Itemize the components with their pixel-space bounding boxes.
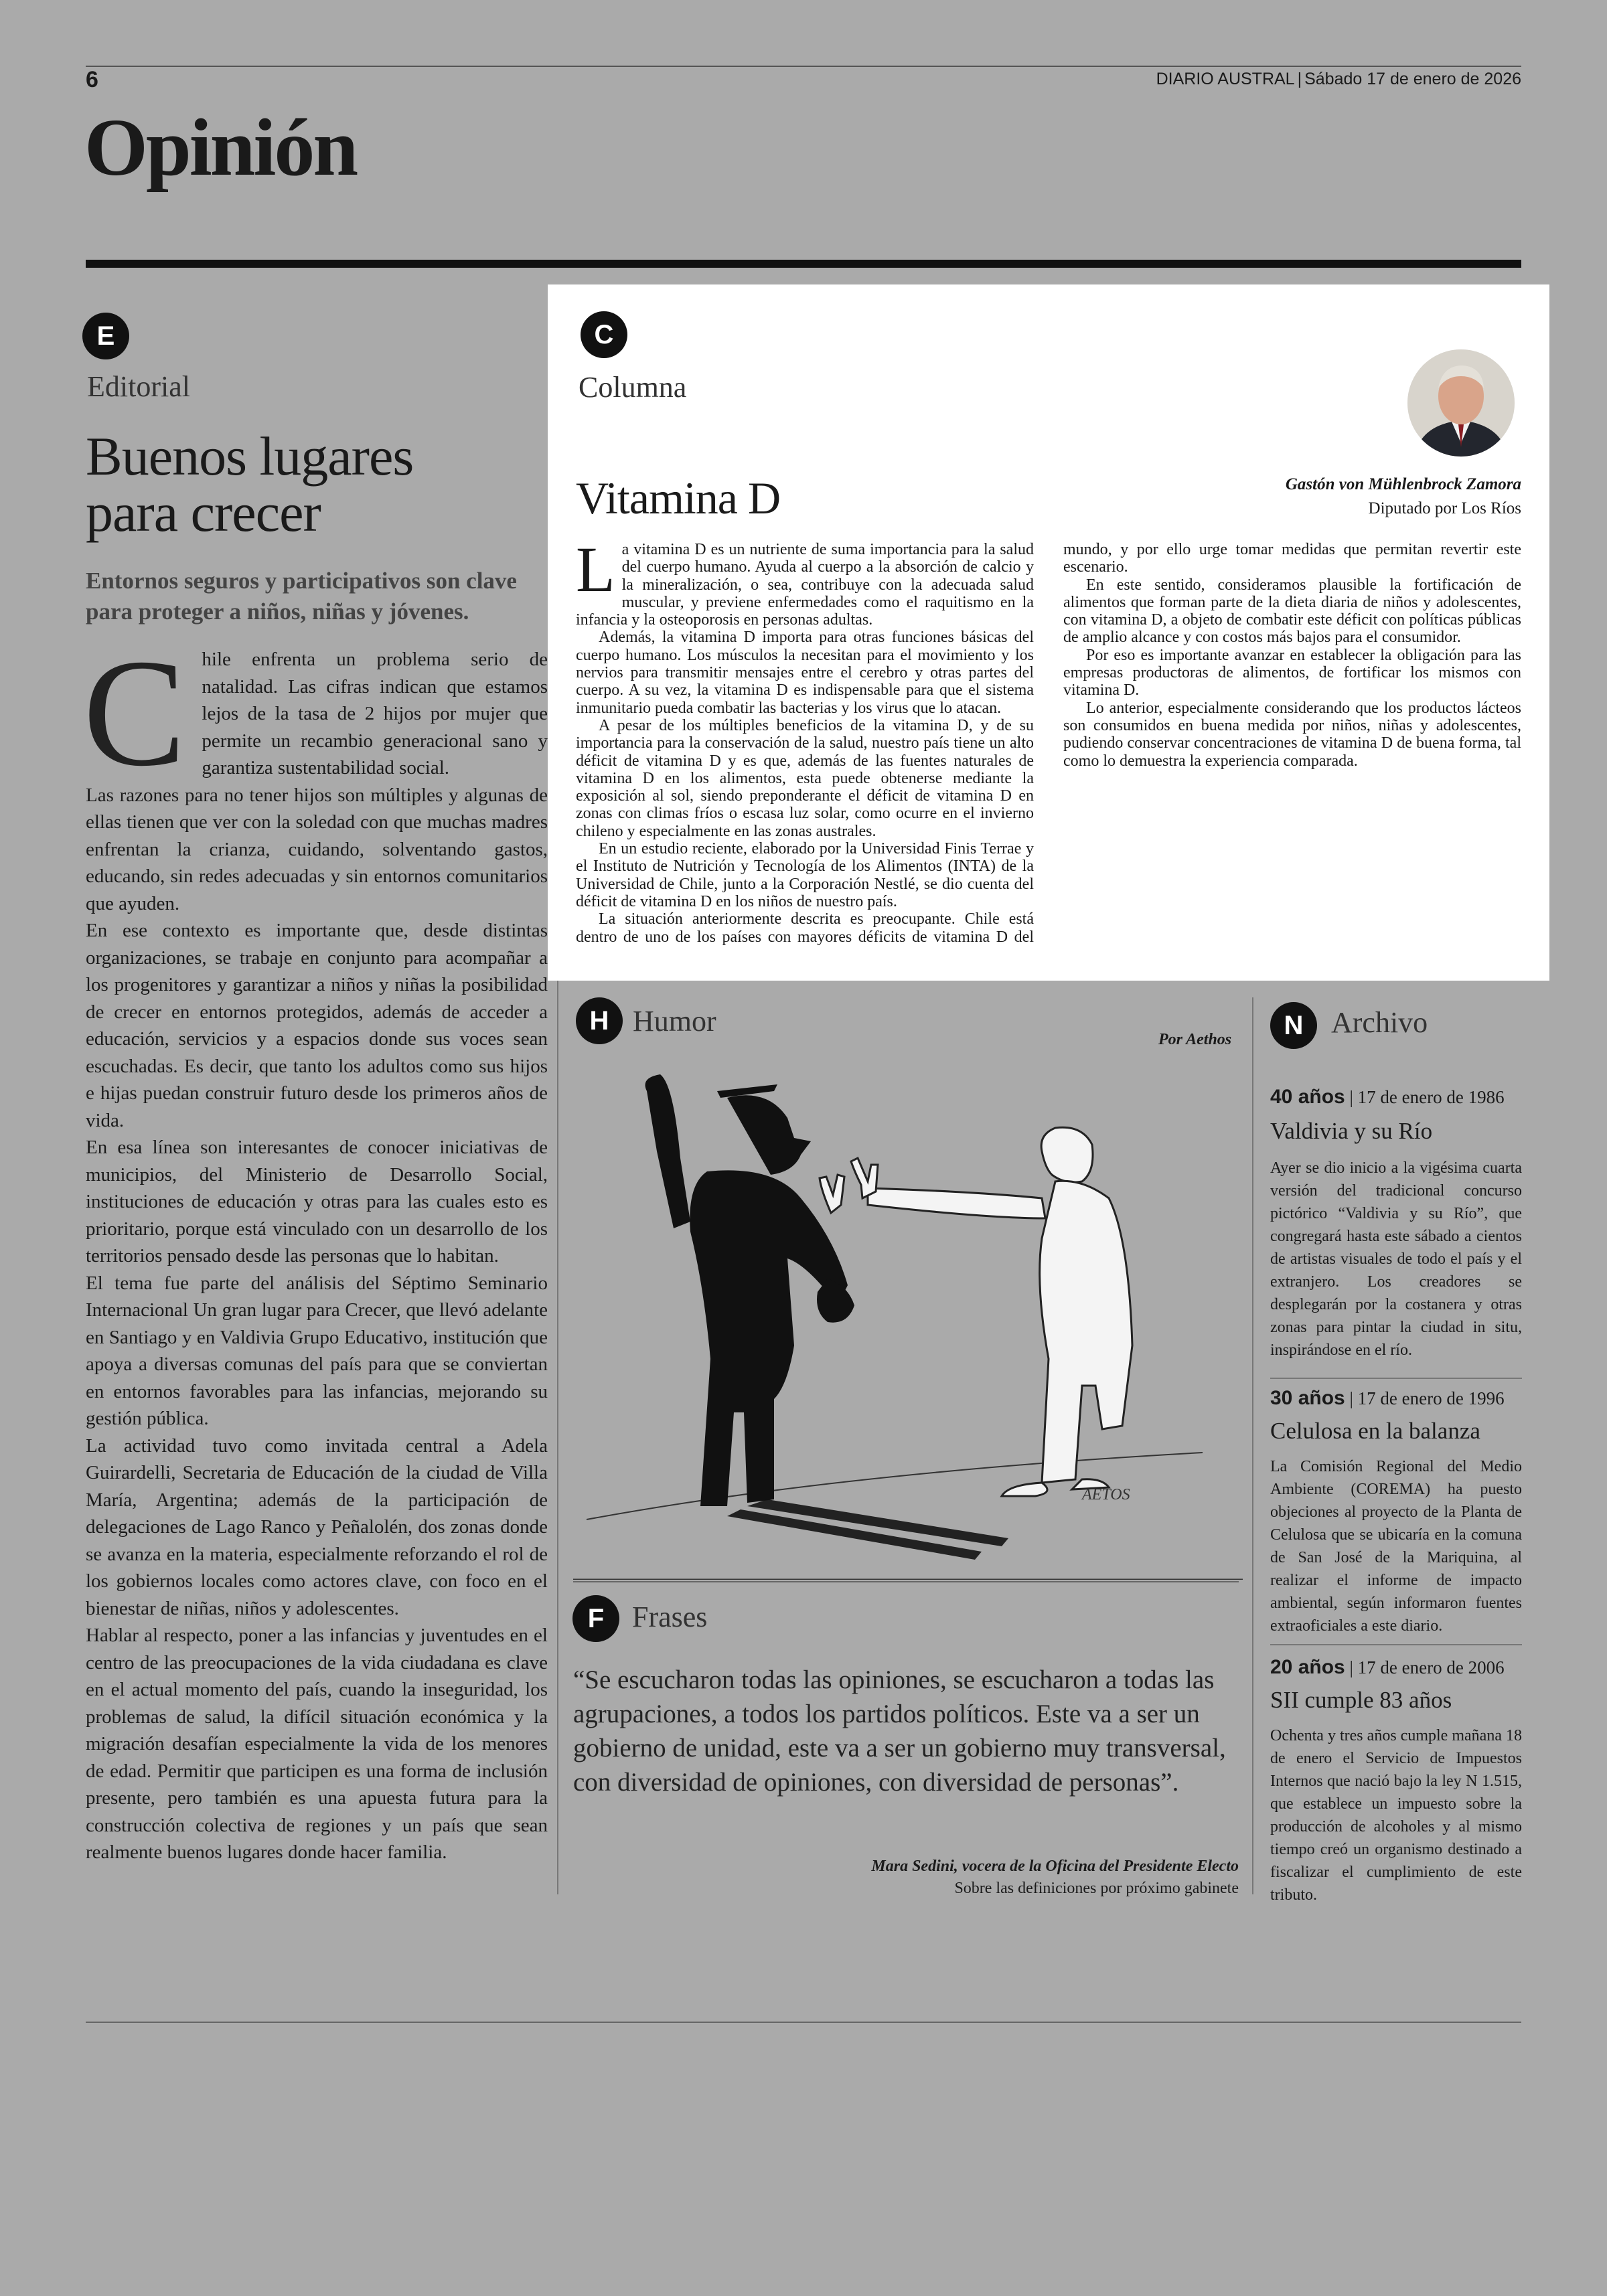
cartoon-silhouette-head (727, 1095, 811, 1175)
humor-byline: Por Aethos (1158, 1031, 1232, 1048)
archivo-item-body: Ayer se dio inicio a la vigésima cuarta versión del tradicional concurso pictórico “Valdivia y su Río”, que congregará hasta este sábado a cientos de artistas visuales de todo el país y el extranjero. Los creadores se desplegarán por la costanera y otras zonas para pintar la ciudad in situ, inspirándose en el río. (1270, 1159, 1522, 1359)
column-paragraph: En este sentido, consideramos plausible la fortificación de alimentos que forman parte de la dieta diaria de niños y adolescentes, con vitamina D, a objeto de combatir este déficit con políticas públicas de amplio alcance y con costos más bajos para el consumidor. (1063, 576, 1521, 647)
archivo-item-date: 17 de enero de 2006 (1357, 1657, 1505, 1677)
column-author-name: Gastón von Mühlenbrock Zamora (1285, 475, 1521, 493)
column-paragraph: Además, la vitamina D importa para otras funciones básicas del cuerpo humano. Los músculos la necesitan para el movimiento y los nervios para transmitir mensajes entre el cerebro y otras partes del cuerpo. A su vez, la vitamina D es indispensable para que el sistema inmunitario pueda combatir las bacterias y los virus que lo atacan. (576, 629, 1034, 717)
editorial-subtitle: Entornos seguros y participativos son clave para proteger a niños, niñas y jóvenes. (86, 568, 517, 625)
column-author-role: Diputado por Los Ríos (1368, 499, 1521, 517)
humor-badge: H (576, 997, 623, 1044)
column-body (576, 534, 1521, 969)
page-number: 6 (86, 67, 98, 92)
column-paragraph: A pesar de los múltiples beneficios de la vitamina D, y de su importancia para la conservación de la salud, nuestro país tiene un alto déficit de vitamina D y es que, además de las fuentes naturales de vitamina D en los alimentos, esta puede obtenerse mediante la exposición al sol, siendo preponderante el déficit de vitamina D en zonas con climas fríos o escasa luz solar, como ocurre en el invierno chileno y especialmente en las zonas australes. (576, 716, 1034, 840)
author-photo (1407, 349, 1515, 457)
column-paragraph: Lo anterior, especialmente considerando que los productos lácteos son consumidos en buena medida por niños, niñas y adolescentes, pudiendo conservar concentraciones de vitamina D de buena forma, tal como lo demuestra la experiencia comparada. (1063, 699, 1521, 770)
archivo-item-years: 20 años (1270, 1656, 1345, 1678)
frases-attribution (770, 1856, 1239, 1900)
archivo-item-title: SII cumple 83 años (1270, 1687, 1452, 1713)
paper-dateline: DIARIO AUSTRAL | Sábado 17 de enero de 2026 (1156, 70, 1521, 88)
cartoon-man-outline (820, 1127, 1132, 1496)
archivo-item (1270, 1656, 1522, 1906)
cartoon-club (645, 1074, 691, 1228)
archivo-divider (1270, 1644, 1522, 1645)
paper-name: DIARIO AUSTRAL (1156, 70, 1295, 88)
author-portrait (1407, 349, 1515, 457)
archivo-item-date: 17 de enero de 1996 (1357, 1388, 1505, 1408)
frases-badge: F (572, 1595, 619, 1642)
humor-archivo-divider (1252, 997, 1253, 1894)
column-title: Vitamina D (576, 473, 781, 523)
frases-author: Mara Sedini, vocera de la Oficina del Presidente Electo (871, 1858, 1239, 1875)
column-badge: C (581, 311, 627, 358)
humor-label: Humor (633, 1005, 716, 1038)
column-label: Columna (579, 371, 687, 404)
editorial-title-line1: Buenos lugares (86, 426, 414, 487)
humor-cartoon (573, 1064, 1243, 1580)
section-title: Opinión (84, 102, 357, 193)
archivo-item-body: La Comisión Regional del Medio Ambiente (COREMA) ha puesto objeciones al proyecto de la Planta de Celulosa que se ubicaría en la comuna de San José de la Mariquina, al realizar el informe de impacto ambiental, según informaron fuentes extraoficiales a este diario. (1270, 1458, 1522, 1635)
archivo-item (1270, 1387, 1522, 1637)
column-paragraph: Por eso es importante avanzar en establecer la obligación para las empresas productoras de alimentos, de fortificar los mismos con vitamina D. (1063, 646, 1521, 700)
editorial-label: Editorial (87, 370, 190, 403)
header-top-rule (86, 66, 1521, 67)
cartoon-signature: AETOS (1082, 1486, 1130, 1503)
archivo-divider (1270, 1378, 1522, 1379)
editorial-paragraph: El tema fue parte del análisis del Séptimo Seminario Internacional Un gran lugar para Crecer, que llevó adelante en Santiago y en Valdivia Grupo Educativo, institución que apoya a diversas comunas del país para que se conviertan en entornos favorables para las infancias, mejorando su gestión pública. (86, 1272, 548, 1429)
editorial-paragraph: Hablar al respecto, poner a las infancias y juventudes en el centro de las preocupaciones de la vida ciudadana es clave en el actual momento del país, cuando la inseguridad, los problemas de salud, la difícil situación económica y la migración desafían especialmente la vida de los menores de edad. Permitir que participen es una forma de inclusión presente, pero también es una apuesta futura para la construcción colectiva de regiones y un país que sean realmente buenos lugares donde hacer familia. (86, 1625, 548, 1863)
section-rule (86, 260, 1521, 268)
editorial-text: hile enfrenta un problema serio de natalidad. Las cifras indican que estamos lejos de la tasa de 2 hijos por mujer que permite un recambio generacional sano y garantiza sustentabilidad social. (202, 649, 548, 778)
column-author (1286, 473, 1521, 521)
archivo-item-title: Valdivia y su Río (1270, 1118, 1433, 1144)
archivo-item-years: 40 años (1270, 1086, 1345, 1108)
archivo-item-title: Celulosa en la balanza (1270, 1418, 1480, 1444)
column-drop-cap: L (576, 534, 615, 605)
archivo-item-body: Ochenta y tres años cumple mañana 18 de enero el Servicio de Impuestos Internos que nació bajo la ley N 1.515, que establece un impuesto sobre la producción de alcoholes y al mismo tiempo creó un organismo destinado a fiscalizar el cumplimiento de este tributo. (1270, 1727, 1522, 1904)
column-paragraph: La situación anteriormente descrita es preocupante. Chile está dentro de uno de los países con mayores déficits de vitamina D del mundo, y por ello urge tomar medidas que permitan revertir este escenario. (576, 541, 1521, 946)
archivo-item-header: 40 años | 17 de enero de 1986 (1270, 1086, 1505, 1108)
column-text: a vitamina D es un nutriente de suma importancia para la salud del cuerpo humano. Ayuda al cuerpo a la absorción de calcio y la mineralización, o sea, contribuye con la adecuada salud muscular, y previene enfermedades como el raquitismo en la infancia y la osteoporosis en personas adultas. (576, 541, 1034, 629)
editorial-paragraph: La actividad tuvo como invitada central a Adela Guirardelli, Secretaria de Educación de la ciudad de Villa María, Argentina; además de la participación de delegaciones de Lago Ranco y Peñalolén, dos zonas donde se avanza en la materia, especialmente reforzando el rol de los gobiernos locales como actores clave, con foco en el bienestar de niñas, niños y adolescentes. (86, 1434, 548, 1619)
frases-quote: “Se escucharon todas las opiniones, se escucharon a todas las agrupaciones, a todos los partidos políticos. Este va a ser un gobierno de unidad, este va a ser un gobierno muy transversal, con diversidad de opiniones, con diversidad de personas”. (573, 1665, 1226, 1797)
editorial-badge: E (82, 313, 129, 359)
column-paragraph: En un estudio reciente, elaborado por la Universidad Finis Terrae y el Instituto de Nutrición y Tecnología de los Alimentos (INTA) de la Universidad de Chile, junto a la Corporación Nestlé, se dio cuenta del déficit de vitamina D en los niños de nuestro país. (576, 840, 1034, 910)
archivo-item-header: 30 años | 17 de enero de 1996 (1270, 1387, 1505, 1409)
archivo-badge: N (1270, 1002, 1317, 1049)
archivo-item-header: 20 años | 17 de enero de 2006 (1270, 1656, 1505, 1678)
editorial-title-line2: para crecer (86, 482, 321, 544)
cartoon-silhouette-body (690, 1170, 848, 1506)
archivo-item-years: 30 años (1270, 1387, 1345, 1409)
frases-label: Frases (632, 1601, 708, 1633)
editorial-title (86, 428, 541, 542)
archivo-item-date: 17 de enero de 1986 (1357, 1087, 1505, 1107)
humor-bottom-rule (573, 1581, 1239, 1582)
editorial-paragraph: En ese contexto es importante que, desde distintas organizaciones, se trabaje en conjunto para acompañar a los progenitores y garantizar a niños y niñas la posibilidad de crecer en entornos protegidos, además de acceder a educación, servicios y a espacios donde sus voces sean escuchadas. Es decir, que tanto los adultos como sus hijos e hijas puedan construir futuro desde los primeros años de vida. (86, 920, 548, 1131)
editorial-body (83, 627, 548, 1866)
footer-rule (86, 2022, 1521, 2023)
editorial-drop-cap: C (83, 627, 186, 798)
editorial-paragraph (83, 627, 548, 798)
archivo-item (1270, 1086, 1522, 1362)
issue-date: Sábado 17 de enero de 2026 (1304, 70, 1521, 88)
editorial-paragraph: En esa línea son interesantes de conocer iniciativas de municipios, del Ministerio de Desarrollo Social, instituciones de educación y otras para las cuales esto es prioritario, porque está vinculado con un desarrollo de los territorios pensado desde las personas que lo habitan. (86, 1137, 548, 1266)
archivo-label: Archivo (1331, 1006, 1428, 1039)
frases-context: Sobre las definiciones por próximo gabinete (954, 1880, 1239, 1897)
editorial-paragraph: Las razones para no tener hijos son múltiples y algunas de ellas tienen que ver con la soledad con que muchas madres enfrentan la crianza, cuidando, solventando gastos, educando, sin redes adecuadas y sin entornos comunitarios que ayuden. (86, 784, 548, 914)
column-paragraph (576, 534, 1034, 629)
